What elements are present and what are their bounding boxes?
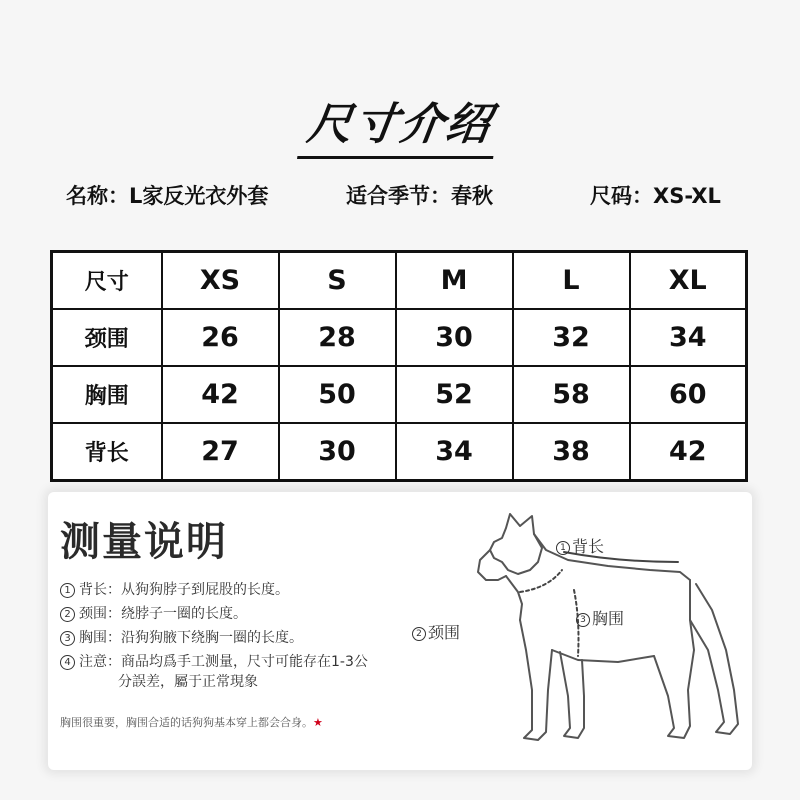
instruction-text: 颈围：绕脖子一圈的长度。 [79,606,247,622]
star-icon: ★ [313,716,323,729]
table-cell: 32 [513,309,630,366]
header-cell: 尺寸 [52,252,162,310]
table-cell: 30 [396,309,513,366]
table-cell: 30 [279,423,396,481]
instruction-text: 胸围：沿狗狗腋下绕胸一圈的长度。 [79,630,303,646]
header-cell: XL [630,252,747,310]
table-row [52,423,747,481]
product-name: 名称：L家反光衣外套 [66,184,269,208]
diagram-label-back [556,534,604,557]
row-label: 胸围 [52,366,162,423]
instruction-text: 背长：从狗狗脖子到屁股的长度。 [79,582,289,598]
neck-line [520,570,562,592]
note-continuation: 分誤差，屬于正常現象 [118,674,258,690]
size-table [50,250,748,482]
header-cell: S [279,252,396,310]
table-cell: 58 [513,366,630,423]
table-cell: 38 [513,423,630,481]
measurement-guide-title: 测量说明 [60,519,228,565]
number-badge: 1 [556,541,570,555]
table-header-row [52,252,747,310]
table-cell: 42 [630,423,747,481]
number-badge: 1 [60,583,75,598]
page-title: 尺寸介绍 [297,88,503,159]
diagram-label-text: 颈围 [428,623,461,642]
diagram-label-neck [412,620,460,643]
diagram-label-text: 胸围 [592,609,625,628]
footnote [60,714,323,730]
number-badge: 3 [576,613,590,627]
measurement-guide-card [48,492,752,770]
diagram-label-chest [576,606,624,629]
number-badge: 2 [60,607,75,622]
list-item [60,578,480,602]
table-cell: 27 [162,423,279,481]
table-row [52,309,747,366]
table-cell: 60 [630,366,747,423]
header-cell: L [513,252,630,310]
table-cell: 50 [279,366,396,423]
number-badge: 2 [412,627,426,641]
diagram-label-text: 背长 [572,537,605,556]
row-label: 背长 [52,423,162,481]
row-label: 颈围 [52,309,162,366]
table-cell: 26 [162,309,279,366]
product-season: 适合季节：春秋 [346,184,493,208]
header-cell: M [396,252,513,310]
instruction-text: 注意：商品均爲手工测量，尺寸可能存在1-3公 [79,654,368,670]
footnote-text: 胸围很重要，胸围合适的话狗狗基本穿上都会合身。 [60,716,313,729]
table-row [52,366,747,423]
table-cell: 52 [396,366,513,423]
header-cell: XS [162,252,279,310]
table-cell: 42 [162,366,279,423]
table-cell: 28 [279,309,396,366]
product-info-row [0,180,800,210]
table-cell: 34 [630,309,747,366]
number-badge: 4 [60,655,75,670]
product-size-range: 尺码：XS-XL [590,184,721,208]
number-badge: 3 [60,631,75,646]
table-cell: 34 [396,423,513,481]
title-wrap [0,88,800,159]
